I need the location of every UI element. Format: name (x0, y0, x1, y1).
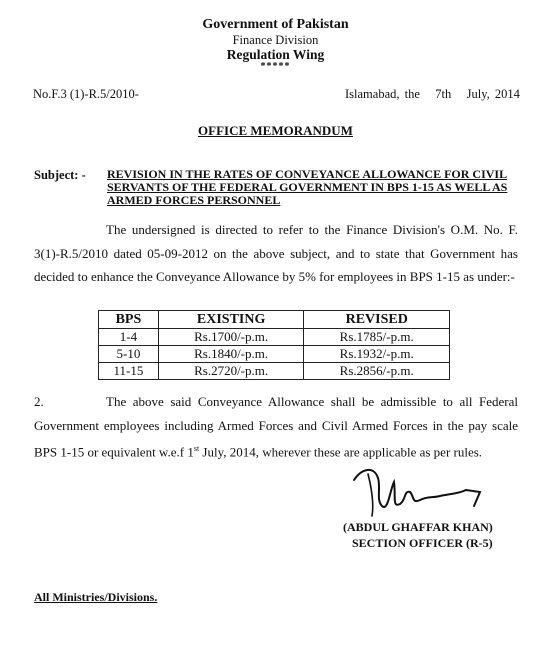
table-row (99, 363, 450, 380)
signatory-name: (ABDUL GHAFFAR KHAN) (343, 520, 493, 534)
signatory-designation: SECTION OFFICER (R-5) (352, 536, 493, 550)
date-superscript: st (193, 444, 200, 453)
allowance-rates-table (98, 310, 450, 380)
table-cell: 1-4 (99, 329, 159, 346)
paragraph-2-text-end: July, 2014, wherever these are applicable as per rules. (199, 444, 483, 460)
table-header-cell: EXISTING (158, 311, 304, 329)
table-cell: Rs.2720/-p.m. (158, 363, 304, 380)
table-header-cell: REVISED (304, 311, 450, 329)
table-cell: Rs.1785/-p.m. (304, 329, 450, 346)
table-cell: Rs.1700/-p.m. (158, 329, 304, 346)
paragraph-2-text: The above said Conveyance Allowance shall be admissible to all Federal Government employees including Armed Forces and Civil Armed Forces in the pay scale BPS 1-15 or equivalent w.e.f 1 (34, 394, 518, 460)
signature-image (348, 460, 498, 522)
table-cell: 11-15 (99, 363, 159, 380)
table-cell: Rs.2856/-p.m. (304, 363, 450, 380)
table-cell: Rs.1932/-p.m. (304, 346, 450, 363)
subject-text: REVISION IN THE RATES OF CONVEYANCE ALLOWANCE FOR CIVIL SERVANTS OF THE FEDERAL GOVERNMENT IN BPS 1-15 AS WELL AS ARMED FORCES PERSONNEL (107, 167, 508, 207)
subject-label: Subject: - (34, 168, 86, 182)
document-title: OFFICE MEMORANDUM (198, 123, 353, 138)
header-stars: ***** (260, 61, 291, 72)
header-division: Finance Division (232, 33, 319, 47)
distribution-list: All Ministries/Divisions. (34, 590, 158, 604)
reference-date: Islamabad, the 7th July, 2014 (345, 87, 520, 101)
table-header-cell: BPS (99, 311, 159, 329)
table-cell: Rs.1840/-p.m. (158, 346, 304, 363)
paragraph-number: 2. (34, 394, 44, 409)
table-cell: 5-10 (99, 346, 159, 363)
header-wing: Regulation Wing (226, 47, 325, 62)
table-header-row (99, 311, 450, 329)
header-government: Government of Pakistan (202, 17, 349, 32)
paragraph-2 (34, 390, 518, 464)
reference-number: No.F.3 (1)-R.5/2010- (33, 87, 139, 101)
table-row (99, 329, 450, 346)
paragraph-1: The undersigned is directed to refer to the Finance Division's O.M. No. F. 3(1)-R.5/2010 dated 05-09-2012 on the above subject, and to state that Government has decided to enhance the Conveyance Allowance by 5% for employees in BPS 1-15 as under:- (34, 222, 518, 284)
table-row (99, 346, 450, 363)
